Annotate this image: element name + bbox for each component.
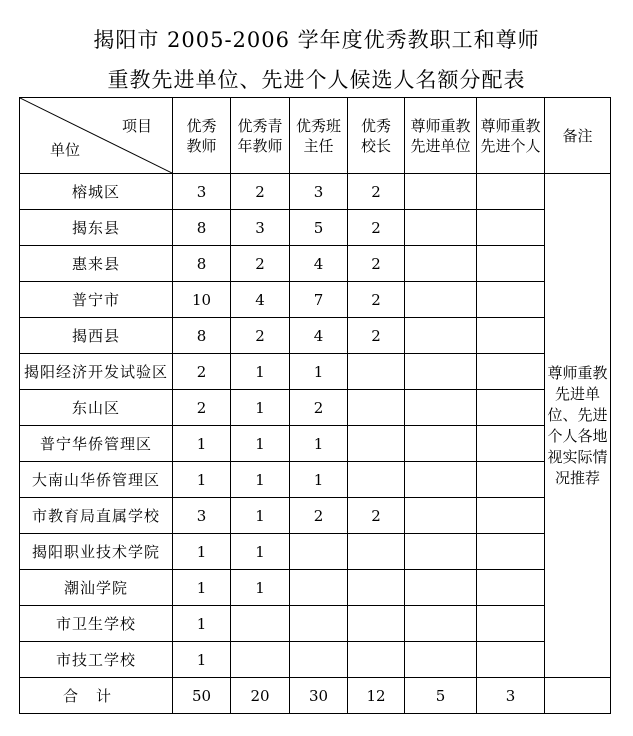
quota-cell — [290, 606, 348, 642]
quota-cell: 1 — [290, 354, 348, 390]
quota-cell — [477, 318, 545, 354]
unit-name-cell: 惠来县 — [20, 246, 173, 282]
quota-cell — [348, 462, 405, 498]
unit-name-cell: 揭阳职业技术学院 — [20, 534, 173, 570]
total-cell: 12 — [348, 678, 405, 714]
corner-unit-label: 单位 — [50, 141, 81, 159]
total-label-cell — [20, 678, 173, 714]
total-remarks-cell — [545, 678, 611, 714]
table-row — [20, 318, 611, 354]
quota-cell: 2 — [348, 282, 405, 318]
quota-cell — [405, 462, 477, 498]
table-row — [20, 462, 611, 498]
total-cell: 3 — [477, 678, 545, 714]
quota-cell: 4 — [290, 318, 348, 354]
quota-cell: 2 — [173, 354, 231, 390]
total-cell: 20 — [231, 678, 290, 714]
quota-cell: 1 — [231, 534, 290, 570]
quota-cell — [348, 354, 405, 390]
quota-cell: 3 — [173, 498, 231, 534]
unit-name-cell: 普宁华侨管理区 — [20, 426, 173, 462]
total-label: 合计 — [62, 687, 129, 705]
quota-cell: 2 — [290, 498, 348, 534]
table-row — [20, 174, 611, 210]
quota-cell — [477, 390, 545, 426]
quota-cell: 1 — [231, 462, 290, 498]
table-header-row — [20, 98, 611, 174]
quota-cell — [477, 246, 545, 282]
quota-cell: 1 — [290, 462, 348, 498]
quota-cell: 1 — [231, 570, 290, 606]
total-cell: 5 — [405, 678, 477, 714]
quota-cell — [405, 246, 477, 282]
quota-cell — [348, 534, 405, 570]
quota-cell — [405, 642, 477, 678]
document-title-line2: 重教先进单位、先进个人候选人名额分配表 — [107, 68, 526, 92]
quota-cell: 2 — [348, 246, 405, 282]
quota-cell: 2 — [348, 498, 405, 534]
unit-name-cell: 市教育局直属学校 — [20, 498, 173, 534]
table-row — [20, 426, 611, 462]
quota-cell — [405, 210, 477, 246]
table-row — [20, 390, 611, 426]
total-cell: 30 — [290, 678, 348, 714]
quota-cell: 3 — [290, 174, 348, 210]
header-advanced-individual — [477, 98, 545, 174]
quota-cell — [405, 606, 477, 642]
unit-name-cell: 揭东县 — [20, 210, 173, 246]
quota-cell — [231, 642, 290, 678]
remarks-cell — [545, 174, 611, 678]
total-row — [20, 678, 611, 714]
quota-cell: 1 — [290, 426, 348, 462]
quota-cell — [477, 354, 545, 390]
document-title-line1: 揭阳市 2005-2006 学年度优秀教职工和尊师 — [93, 28, 540, 52]
quota-cell: 8 — [173, 246, 231, 282]
unit-name-cell: 揭阳经济开发试验区 — [20, 354, 173, 390]
table-row — [20, 606, 611, 642]
quota-cell: 1 — [231, 390, 290, 426]
header-remarks: 备注 — [545, 98, 611, 174]
table-row — [20, 210, 611, 246]
header-label: 优秀 校长 — [360, 116, 391, 155]
quota-cell: 5 — [290, 210, 348, 246]
quota-cell — [477, 426, 545, 462]
quota-cell: 2 — [231, 246, 290, 282]
quota-cell: 1 — [231, 498, 290, 534]
quota-cell: 1 — [231, 354, 290, 390]
table-row — [20, 498, 611, 534]
quota-cell — [477, 282, 545, 318]
quota-cell: 7 — [290, 282, 348, 318]
quota-cell — [348, 426, 405, 462]
quota-cell — [348, 642, 405, 678]
table-row — [20, 282, 611, 318]
quota-cell: 1 — [173, 534, 231, 570]
quota-cell: 4 — [231, 282, 290, 318]
quota-cell — [477, 498, 545, 534]
quota-cell — [405, 534, 477, 570]
quota-cell: 1 — [173, 426, 231, 462]
quota-cell — [405, 498, 477, 534]
corner-item-label: 项目 — [121, 117, 152, 135]
header-label: 优秀班 主任 — [295, 116, 341, 155]
quota-cell: 2 — [348, 174, 405, 210]
total-cell: 50 — [173, 678, 231, 714]
quota-cell: 3 — [231, 210, 290, 246]
quota-cell — [477, 570, 545, 606]
unit-name-cell: 榕城区 — [20, 174, 173, 210]
table-row — [20, 246, 611, 282]
unit-name-cell: 揭西县 — [20, 318, 173, 354]
quota-cell: 2 — [348, 210, 405, 246]
quota-cell — [405, 390, 477, 426]
quota-cell: 1 — [173, 606, 231, 642]
header-label: 优秀 教师 — [186, 116, 217, 155]
header-advanced-unit — [405, 98, 477, 174]
quota-cell — [405, 354, 477, 390]
quota-cell: 10 — [173, 282, 231, 318]
quota-cell: 3 — [173, 174, 231, 210]
quota-cell — [290, 570, 348, 606]
corner-header-cell — [20, 98, 173, 174]
quota-cell — [231, 606, 290, 642]
unit-name-cell: 东山区 — [20, 390, 173, 426]
quota-cell — [348, 570, 405, 606]
quota-cell — [405, 570, 477, 606]
quota-cell — [477, 462, 545, 498]
header-label: 优秀青 年教师 — [237, 116, 283, 155]
quota-cell: 1 — [173, 570, 231, 606]
unit-name-cell: 普宁市 — [20, 282, 173, 318]
quota-cell: 1 — [173, 462, 231, 498]
header-label: 尊师重教 先进单位 — [410, 116, 471, 155]
unit-name-cell: 市卫生学校 — [20, 606, 173, 642]
quota-cell — [405, 426, 477, 462]
quota-cell — [348, 606, 405, 642]
quota-cell: 1 — [173, 642, 231, 678]
remarks-text: 尊师重教先进单位、先进个人各地视实际情况推荐 — [547, 363, 608, 487]
quota-cell — [348, 390, 405, 426]
table-row — [20, 354, 611, 390]
quota-cell: 2 — [173, 390, 231, 426]
quota-allocation-table — [19, 97, 611, 714]
quota-cell — [405, 174, 477, 210]
quota-cell — [405, 318, 477, 354]
header-excellent-head-teacher — [290, 98, 348, 174]
quota-cell: 2 — [231, 318, 290, 354]
quota-cell — [477, 534, 545, 570]
quota-cell: 1 — [231, 426, 290, 462]
quota-cell — [477, 174, 545, 210]
header-label: 尊师重教 先进个人 — [480, 116, 541, 155]
quota-cell — [477, 606, 545, 642]
quota-cell — [405, 282, 477, 318]
quota-cell: 4 — [290, 246, 348, 282]
unit-name-cell: 市技工学校 — [20, 642, 173, 678]
header-excellent-principal — [348, 98, 405, 174]
quota-cell: 2 — [348, 318, 405, 354]
quota-cell — [290, 642, 348, 678]
quota-cell: 8 — [173, 318, 231, 354]
unit-name-cell: 潮汕学院 — [20, 570, 173, 606]
table-row — [20, 642, 611, 678]
table-row — [20, 570, 611, 606]
quota-cell — [477, 210, 545, 246]
header-excellent-young-teacher — [231, 98, 290, 174]
quota-cell: 2 — [290, 390, 348, 426]
quota-cell — [290, 534, 348, 570]
quota-cell: 2 — [231, 174, 290, 210]
header-excellent-teacher — [173, 98, 231, 174]
table-row — [20, 534, 611, 570]
quota-cell — [477, 642, 545, 678]
quota-cell: 8 — [173, 210, 231, 246]
unit-name-cell: 大南山华侨管理区 — [20, 462, 173, 498]
